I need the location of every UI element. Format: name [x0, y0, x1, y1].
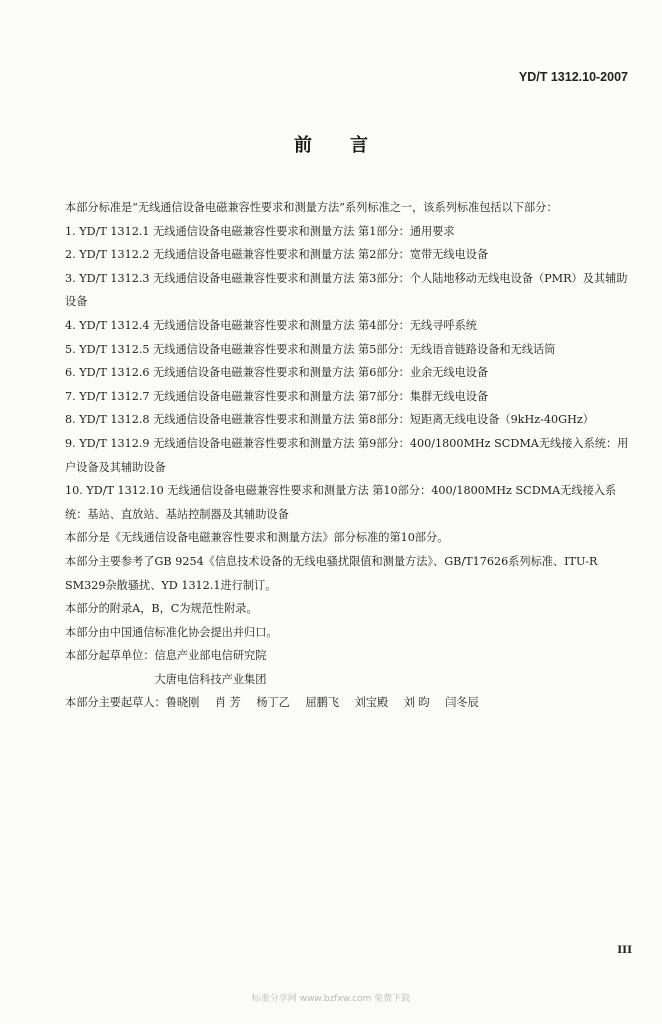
list-item: 7. YD/T 1312.7 无线通信设备电磁兼容性要求和测量方法 第7部分：集群无线电设备	[65, 389, 489, 403]
drafter-name: 闫冬辰	[445, 696, 479, 710]
proposed-paragraph: 本部分由中国通信标准化协会提出并归口。	[65, 625, 278, 639]
drafter-name: 杨丁乙	[256, 696, 290, 710]
drafter-name: 肖 芳	[214, 696, 241, 710]
list-item: 10. YD/T 1312.10 无线通信设备电磁兼容性要求和测量方法 第10部分：400/1800MHz SCDMA无线接入系统：基站、直放站、基站控制器及其辅助设备	[65, 484, 617, 521]
main-drafters	[39, 691, 629, 715]
part-of-paragraph: 本部分是《无线通信设备电磁兼容性要求和测量方法》部分标准的第10部分。	[65, 531, 449, 545]
list-item: 2. YD/T 1312.2 无线通信设备电磁兼容性要求和测量方法 第2部分：宽带无线电设备	[65, 248, 489, 262]
drafting-unit: 大唐电信科技产业集团	[154, 672, 267, 686]
foreword-body	[39, 196, 629, 715]
list-item: 8. YD/T 1312.8 无线通信设备电磁兼容性要求和测量方法 第8部分：短距离无线电设备（9kHz-40GHz）	[65, 413, 594, 427]
list-item: 5. YD/T 1312.5 无线通信设备电磁兼容性要求和测量方法 第5部分：无线语音链路设备和无线话筒	[65, 342, 556, 356]
main-drafters-label: 本部分主要起草人：	[65, 696, 166, 710]
references-paragraph: 本部分主要参考了GB 9254《信息技术设备的无线电骚扰限值和测量方法》、GB/T17626系列标准、ITU-R SM329杂散骚扰、YD 1312.1进行制订。	[65, 554, 598, 592]
drafter-name: 屈鹏飞	[305, 696, 340, 710]
page-title: 前言	[294, 135, 406, 156]
list-item: 4. YD/T 1312.4 无线通信设备电磁兼容性要求和测量方法 第4部分：无线寻呼系统	[65, 318, 477, 332]
list-item: 9. YD/T 1312.9 无线通信设备电磁兼容性要求和测量方法 第9部分：400/1800MHz SCDMA无线接入系统：用户设备及其辅助设备	[65, 436, 629, 474]
drafter-name: 鲁晓刚	[165, 696, 200, 710]
intro-paragraph: 本部分标准是“无线通信设备电磁兼容性要求和测量方法”系列标准之一，该系列标准包括以下部分：	[65, 201, 558, 214]
page-number: III	[617, 944, 632, 956]
document-code: YD/T 1312.10-2007	[518, 70, 628, 84]
list-item: 1. YD/T 1312.1 无线通信设备电磁兼容性要求和测量方法 第1部分：通用要求	[65, 224, 455, 238]
drafting-units-label: 本部分起草单位：	[65, 649, 155, 663]
drafter-name: 刘宝殿	[354, 696, 389, 710]
watermark-text: 标准分享网 www.bzfxw.com 免费下载	[251, 994, 411, 1004]
drafting-units	[39, 644, 629, 691]
drafter-name: 刘 昀	[403, 696, 430, 710]
drafting-unit: 信息产业部电信研究院	[154, 649, 267, 663]
list-item: 3. YD/T 1312.3 无线通信设备电磁兼容性要求和测量方法 第3部分：个人陆地移动无线电设备（PMR）及其辅助设备	[65, 271, 628, 309]
list-item: 6. YD/T 1312.6 无线通信设备电磁兼容性要求和测量方法 第6部分：业余无线电设备	[65, 366, 489, 380]
annex-paragraph: 本部分的附录A，B，C为规范性附录。	[65, 602, 258, 616]
